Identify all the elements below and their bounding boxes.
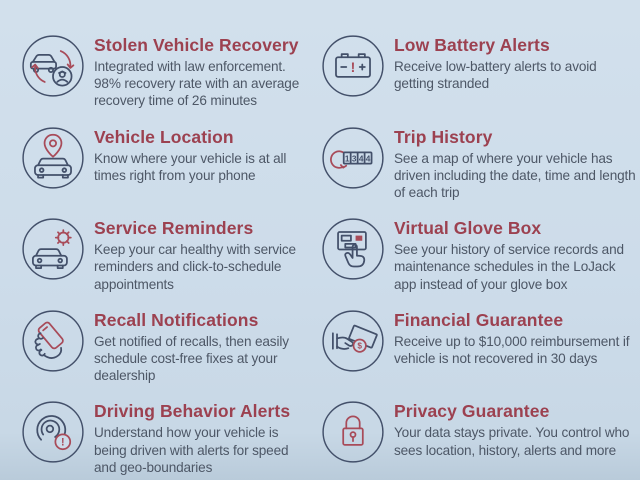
feature-description: See a map of where your vehicle has driven including the date, time and length of each trip xyxy=(394,150,636,201)
odometer-digit: 3 xyxy=(351,153,357,163)
feature-driving-behavior-alerts xyxy=(20,399,320,476)
feature-title: Service Reminders xyxy=(94,218,254,239)
virtual-glove-box-icon xyxy=(320,216,386,282)
odometer-digit: 4 xyxy=(365,153,371,163)
feature-title: Trip History xyxy=(394,126,493,147)
feature-title: Recall Notifications xyxy=(94,309,259,330)
low-battery-alerts-icon xyxy=(320,33,386,99)
feature-recall-notifications xyxy=(20,308,320,385)
feature-description: Receive low-battery alerts to avoid getting stranded xyxy=(394,59,597,92)
feature-description: Understand how your vehicle is being driven with alerts for speed and geo-boundaries xyxy=(94,425,289,475)
battery-exclamation: ! xyxy=(350,58,356,75)
feature-description: Receive up to $10,000 reimbursement if vehicle is not recovered in 30 days xyxy=(394,333,630,367)
feature-service-reminders xyxy=(20,216,320,293)
feature-financial-guarantee xyxy=(320,308,638,385)
stolen-vehicle-recovery-icon xyxy=(20,33,86,99)
recall-notifications-icon xyxy=(20,308,86,374)
feature-description: Keep your car healthy with service reminders and click-to-schedule appointments xyxy=(94,242,296,292)
feature-stolen-vehicle-recovery xyxy=(20,33,320,110)
privacy-guarantee-icon xyxy=(320,399,386,465)
feature-description: Get notified of recalls, then easily schedule cost-free fixes at your dealership xyxy=(94,333,289,384)
feature-low-battery-alerts xyxy=(320,33,638,110)
feature-title: Stolen Vehicle Recovery xyxy=(94,35,299,55)
feature-virtual-glove-box xyxy=(320,216,638,293)
feature-privacy-guarantee xyxy=(320,399,638,476)
feature-title: Virtual Glove Box xyxy=(394,218,542,239)
feature-title: Vehicle Location xyxy=(94,126,234,147)
feature-title: Driving Behavior Alerts xyxy=(94,401,291,422)
driving-behavior-alerts-icon xyxy=(20,399,86,465)
feature-title: Low Battery Alerts xyxy=(394,35,550,55)
feature-title: Privacy Guarantee xyxy=(394,401,550,422)
dollar-symbol: $ xyxy=(357,341,362,351)
odometer-digit: 1 xyxy=(344,153,350,163)
alert-exclamation: ! xyxy=(60,437,65,450)
feature-description: Your data stays private. You control who sees location, history, alerts and more xyxy=(394,425,630,458)
feature-description: Integrated with law enforcement. 98% recovery rate with an average recovery time of 26 minutes xyxy=(94,59,300,109)
vehicle-location-icon xyxy=(20,125,86,191)
feature-description: Know where your vehicle is at all times right from your phone xyxy=(94,150,287,183)
feature-vehicle-location xyxy=(20,125,320,202)
feature-description: See your history of service records and maintenance schedules in the LoJack app instead of your glove box xyxy=(394,242,624,292)
feature-title: Financial Guarantee xyxy=(394,309,564,330)
financial-guarantee-icon xyxy=(320,308,386,374)
feature-trip-history xyxy=(320,125,638,202)
trip-history-icon xyxy=(320,125,386,191)
odometer-digit: 4 xyxy=(358,153,364,163)
service-reminders-icon xyxy=(20,216,86,282)
